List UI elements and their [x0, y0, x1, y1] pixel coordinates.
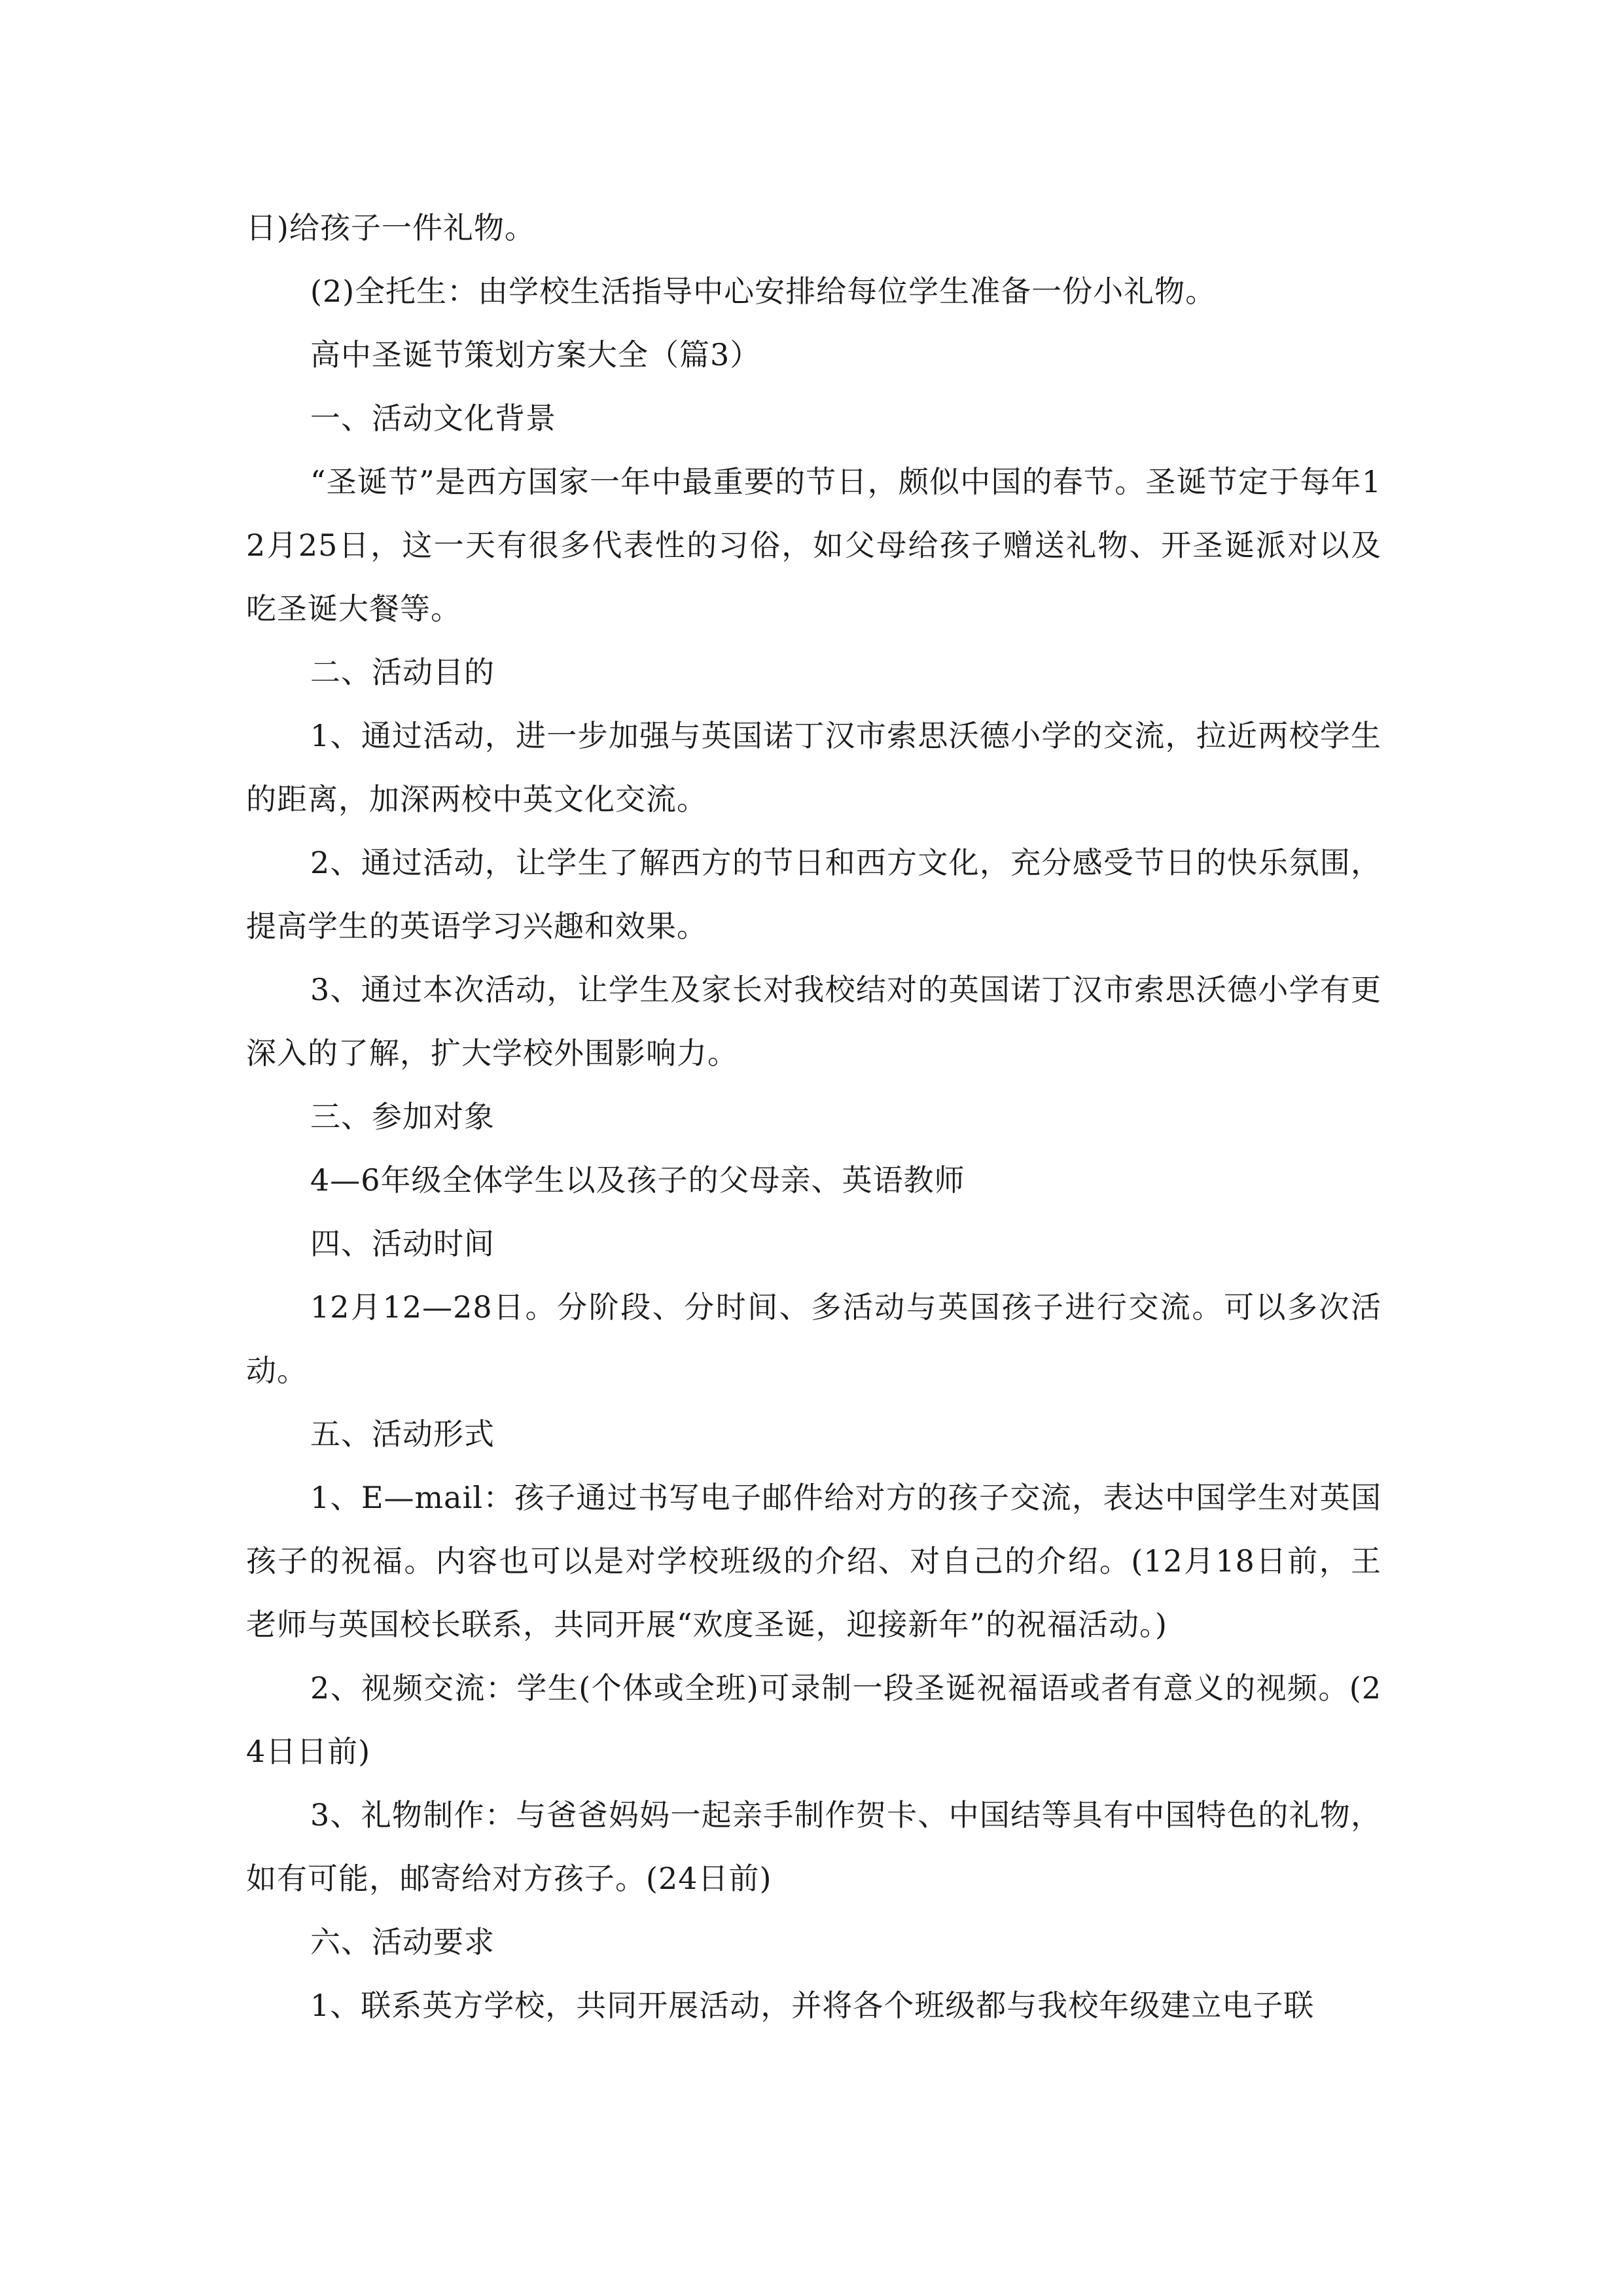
- section-heading: 五、活动形式: [310, 1416, 495, 1452]
- section-title: 高中圣诞节策划方案大全（篇3）: [310, 337, 761, 372]
- paragraph: (2)全托生：由学校生活指导中心安排给每位学生准备一份小礼物。: [310, 274, 1217, 309]
- paragraph: “圣诞节”是西方国家一年中最重要的节日，颇似中国的春节。圣诞节定于每年12月25日，这一天有很多代表性的习俗，如父母给孩子赠送礼物、开圣诞派对以及吃圣诞大餐等。: [246, 464, 1382, 626]
- section-heading: 三、参加对象: [310, 1099, 495, 1134]
- paragraph: 1、通过活动，进一步加强与英国诺丁汉市索思沃德小学的交流，拉近两校学生的距离，加深两校中英文化交流。: [246, 718, 1382, 817]
- section-heading: 一、活动文化背景: [310, 401, 556, 436]
- paragraph: 1、联系英方学校，共同开展活动，并将各个班级都与我校年级建立电子联: [310, 1988, 1315, 2023]
- paragraph: 3、通过本次活动，让学生及家长对我校结对的英国诺丁汉市索思沃德小学有更深入的了解，扩大学校外围影响力。: [246, 972, 1382, 1071]
- paragraph: 4—6年级全体学生以及孩子的父母亲、英语教师: [310, 1162, 965, 1198]
- section-heading: 二、活动目的: [310, 655, 495, 690]
- paragraph: 12月12—28日。分阶段、分时间、多活动与英国孩子进行交流。可以多次活动。: [246, 1289, 1382, 1388]
- paragraph: 3、礼物制作：与爸爸妈妈一起亲手制作贺卡、中国结等具有中国特色的礼物，如有可能，邮寄给对方孩子。(24日前): [246, 1797, 1382, 1896]
- section-heading: 四、活动时间: [310, 1226, 495, 1261]
- document-body: [246, 196, 1382, 2037]
- paragraph: 日)给孩子一件礼物。: [246, 210, 535, 245]
- paragraph: 2、通过活动，让学生了解西方的节日和西方文化，充分感受节日的快乐氛围，提高学生的英语学习兴趣和效果。: [246, 845, 1382, 944]
- paragraph: 2、视频交流：学生(个体或全班)可录制一段圣诞祝福语或者有意义的视频。(24日日前): [246, 1670, 1382, 1769]
- paragraph: 1、E—mail：孩子通过书写电子邮件给对方的孩子交流，表达中国学生对英国孩子的祝福。内容也可以是对学校班级的介绍、对自己的介绍。(12月18日前，王老师与英国校长联系，共同开展“欢度圣诞，迎接新年”的祝福活动。): [246, 1480, 1382, 1642]
- section-heading: 六、活动要求: [310, 1924, 495, 1960]
